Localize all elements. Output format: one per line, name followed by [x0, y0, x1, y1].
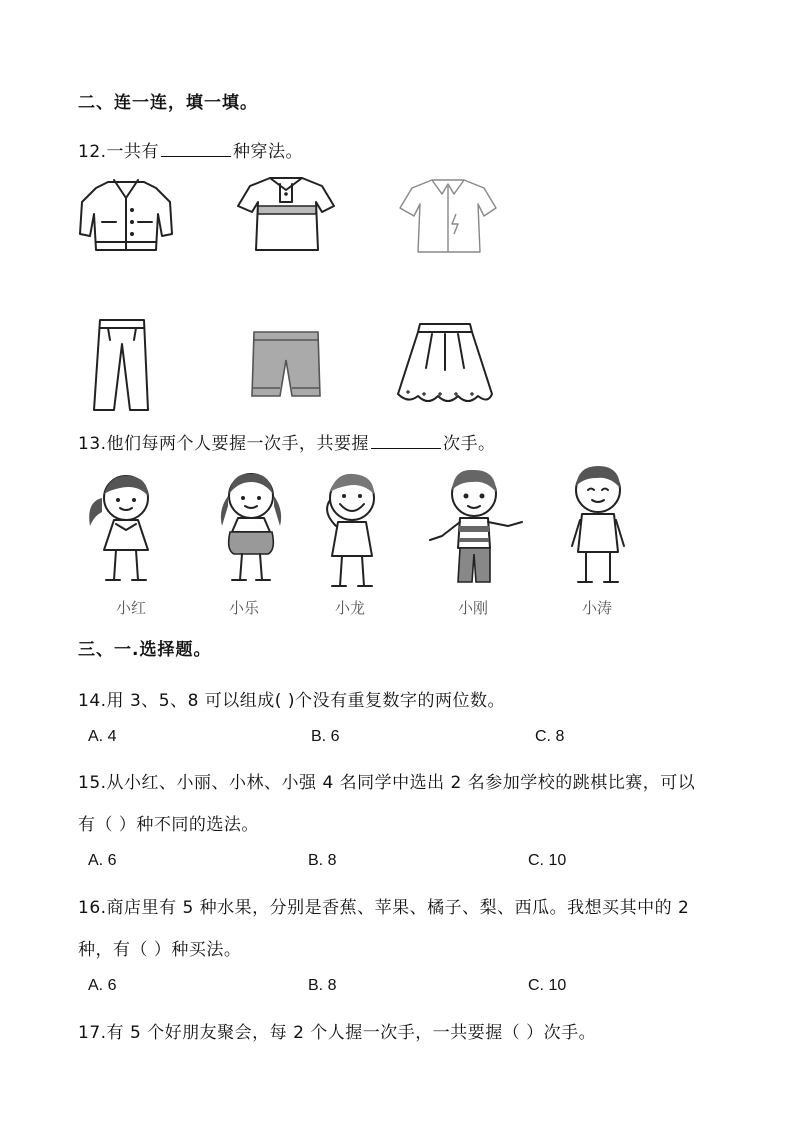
boy-xiaolong-icon	[316, 470, 386, 594]
section-2-heading: 二、连一连，填一填。	[78, 93, 258, 113]
section-3-heading: 三、一.选择题。	[78, 640, 212, 660]
person-name: 小涛	[582, 599, 613, 617]
option-c[interactable]: C. 8	[535, 728, 565, 745]
option-c[interactable]: C. 10	[528, 977, 567, 994]
jacket-icon	[76, 172, 176, 262]
question-17: 17.有 5 个好朋友聚会，每 2 个人握一次手，一共要握（ ）次手。	[78, 1023, 597, 1043]
person-name: 小红	[116, 599, 147, 617]
blouse-icon	[398, 172, 498, 256]
boy-xiaogang-icon	[428, 462, 524, 594]
person-name: 小乐	[229, 599, 260, 617]
question-13: 13.他们每两个人要握一次手，共要握 次手。	[78, 434, 496, 454]
option-a[interactable]: A. 4	[88, 728, 117, 745]
option-b[interactable]: B. 8	[308, 852, 337, 869]
trousers-icon	[88, 316, 158, 414]
question-15-line1: 15.从小红、小丽、小林、小强 4 名同学中选出 2 名参加学校的跳棋比赛，可以	[78, 773, 696, 793]
girl-xiaole-icon	[206, 466, 296, 594]
person-name: 小刚	[458, 599, 489, 617]
boy-xiaotao-icon	[560, 462, 636, 594]
skirt-icon	[392, 318, 498, 410]
polo-shirt-icon	[236, 172, 336, 256]
question-12: 12.一共有 种穿法。	[78, 142, 304, 162]
question-16-line2: 种，有（ ）种买法。	[78, 940, 242, 960]
option-a[interactable]: A. 6	[88, 852, 117, 869]
question-16-line1: 16.商店里有 5 种水果，分别是香蕉、苹果、橘子、梨、西瓜。我想买其中的 2	[78, 898, 690, 918]
answer-blank-12[interactable]	[161, 142, 231, 157]
question-15-line2: 有（ ）种不同的选法。	[78, 815, 259, 835]
option-b[interactable]: B. 6	[311, 728, 340, 745]
question-14: 14.用 3、5、8 可以组成( )个没有重复数字的两位数。	[78, 691, 505, 711]
option-b[interactable]: B. 8	[308, 977, 337, 994]
option-a[interactable]: A. 6	[88, 977, 117, 994]
person-name: 小龙	[335, 599, 366, 617]
girl-xiaohong-icon	[80, 468, 170, 594]
answer-blank-13[interactable]	[371, 434, 441, 449]
shorts-icon	[248, 328, 324, 400]
option-c[interactable]: C. 10	[528, 852, 567, 869]
